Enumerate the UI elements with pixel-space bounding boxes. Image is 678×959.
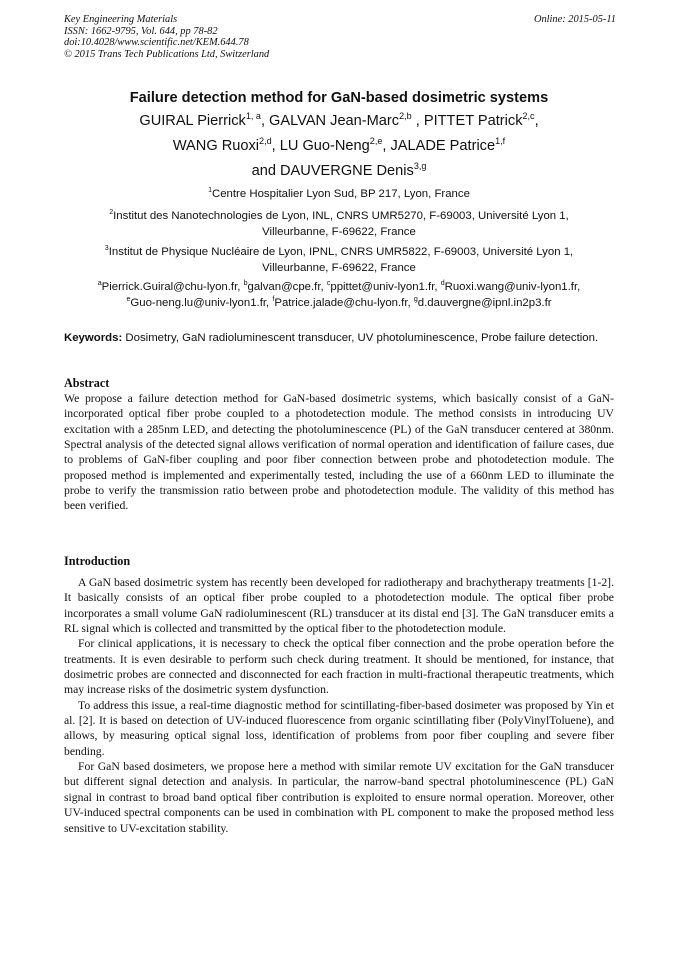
author-line-3 [0, 163, 678, 179]
affiliation-text: Centre Hospitalier Lyon Sud, BP 217, Lyon, France [212, 188, 470, 200]
author-name: WANG Ruoxi [172, 138, 260, 154]
email-sup: b [243, 280, 248, 288]
email-sup: c [326, 280, 331, 288]
author-name: GALVAN Jean-Marc [269, 113, 400, 129]
email-sup: d [440, 280, 445, 288]
author-sup: 2,e [369, 136, 383, 147]
author-sup: 1,f [495, 136, 506, 147]
keywords-label: Keywords: [64, 332, 123, 344]
issn-line: ISSN: 1662-9795, Vol. 644, pp 78-82 [64, 25, 218, 37]
paragraph: To address this issue, a real-time diagnostic method for scintillating-fiber-based dosimeter was proposed by Yin et al. [2]. It is based on detection of UV-induced fluorescence from organic scintillating fiber (PolyVinylToluene), and allows, by measuring optical signal loss, identification of problems from poor fiber coupling and severe fiber bending. [64, 698, 614, 758]
author-line-2: WANG Ruoxi$^{2,d}$, LU Guo-Neng$^{2,e}$, JALADE Patrice$^{1,f}$ [172, 136, 506, 154]
affiliation-3 [70, 245, 608, 276]
online-date: Online: 2015-05-11 [533, 14, 616, 25]
email-link[interactable]: d.dauvergne@ipnl.in2p3.fr [417, 296, 552, 309]
email-link[interactable]: Guo-neng.lu@univ-lyon1.fr, [130, 296, 270, 309]
author-and: and [251, 163, 276, 179]
author-sup: 3,g [413, 161, 427, 172]
paragraph: A GaN based dosimetric system has recently been developed for radiotherapy and brachytherapy treatments [1-2]. It basically consists of an optical fiber probe coupled to a photodetection module. The optical fiber probe incorporates a small volume GaN radioluminescent (RL) transducer at its distal end [3]. The GaN transducer emits a RL signal which is collected and transmitted by the optical fiber to the photodetection module. [64, 576, 614, 636]
affiliation-text: Villeurbanne, F-69622, France [262, 225, 416, 238]
email-link[interactable]: Ruoxi.wang@univ-lyon1.fr, [444, 281, 581, 293]
abstract-body [64, 391, 614, 514]
affiliation-text: Institut des Nanotechnologies de Lyon, INL, CNRS UMR5270, F-69003, Université Lyon 1, [113, 210, 569, 222]
email-link[interactable]: Patrice.jalade@chu-lyon.fr, [274, 296, 411, 309]
author-sup: 1, a [245, 111, 261, 122]
email-link[interactable]: galvan@cpe.fr, [247, 281, 324, 293]
author-sup: 2,b [399, 111, 412, 122]
affiliation-2 [70, 209, 608, 240]
email-sup: e [126, 295, 131, 303]
paragraph: For clinical applications, it is necessary to check the optical fiber connection and the probe operation before the treatments. It is even desirable to perform such check during treatment. It should be mentioned, for instance, that dosimetric probes are connected and disconnected for each fraction in multi-fractional therapeutic treatments, which may increase risks of the dosimetric system dysfunction. [64, 637, 614, 697]
email-sup: g [413, 295, 418, 303]
affiliation-1 [70, 187, 608, 203]
paragraph: For GaN based dosimeters, we propose here a method with similar remote UV excitation for the GaN transducer but different signal detection and analysis. In particular, the narrow-band spectral photoluminescence (PL) GaN signal in contrast to broad band optical fiber contribution is exploited to ensure normal operation. Moreover, other UV-induced spectral components can be used in combination with PL component to make the proposed method less sensitive to UV-excitation stability. [64, 760, 614, 835]
author-name: DAUVERGNE Denis [280, 163, 414, 179]
affiliation-sup: 2 [109, 209, 114, 217]
keywords-text: Dosimetry, GaN radioluminescent transducer, UV photoluminescence, Probe failure detection. [125, 332, 599, 344]
email-list [70, 280, 608, 311]
affiliation-sup: 3 [104, 245, 109, 253]
copyright-line: © 2015 Trans Tech Publications Ltd, Switzerland [64, 48, 270, 60]
abstract-heading: Abstract [64, 376, 110, 390]
author-line-1: GUIRAL Pierrick$^{1, a}$, GALVAN Jean-Marc$^{2,b}$ , PITTET Patrick$^{2,c}$, [139, 111, 539, 129]
author-sup: 2,d [259, 136, 272, 147]
email-sup: f [272, 295, 275, 303]
email-sup: a [97, 280, 102, 288]
author-name: GUIRAL Pierrick [139, 113, 246, 129]
journal-header [64, 14, 616, 60]
affiliation-sup: 1 [208, 187, 212, 195]
author-sup: 2,c [522, 111, 535, 122]
doi-line: doi:10.4028/www.scientific.net/KEM.644.78 [64, 37, 249, 49]
introduction-body [64, 575, 614, 836]
email-link[interactable]: Pierrick.Guiral@chu-lyon.fr, [101, 281, 241, 293]
introduction-heading: Introduction [64, 554, 131, 568]
abstract-text: We propose a failure detection method for GaN-based dosimetric systems, which basically consist of a GaN-incorporated optical fiber probe coupled to a photodetection module. The method consists in introducing UV excitation with a 285nm LED, and detecting the photoluminescence (PL) of the GaN transducer centered at 380nm. Spectral analysis of the detected signal allows verification of normal operation and identification of failure cases, due to problems of GaN-fiber coupling and poor fiber connection between probe and photodetection module. The proposed method is implemented and experimentally tested, including the use of a 660nm LED to illuminate the probe to verify the transmission ratio between probe and photodetection module. The validity of this method has been verified. [64, 392, 614, 513]
affiliation-text: Villeurbanne, F-69622, France [262, 261, 416, 274]
paper-title: Failure detection method for GaN-based dosimetric systems [129, 90, 549, 106]
affiliation-text: Institut de Physique Nucléaire de Lyon, IPNL, CNRS UMR5822, F-69003, Université Lyon 1, [108, 246, 574, 258]
author-name: PITTET Patrick [423, 113, 523, 129]
journal-name: Key Engineering Materials [64, 14, 178, 25]
email-link[interactable]: ppittet@univ-lyon1.fr, [330, 281, 438, 293]
author-name: LU Guo-Neng [279, 138, 370, 154]
keywords-block [64, 331, 614, 346]
author-name: JALADE Patrice [390, 138, 496, 154]
